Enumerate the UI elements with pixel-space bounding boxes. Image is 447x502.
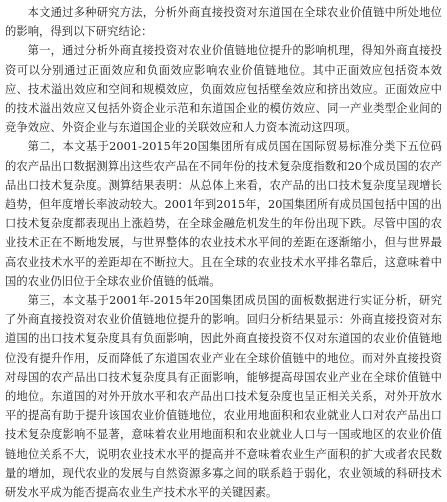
paragraph-intro: 本文通过多种研究方法，分析外商直接投资对东道国在全球农业价值链中所处地位的影响，得到以下研究结论： <box>5 6 442 39</box>
paragraph-conclusion-3: 第三，本文基于2001年-2015年20国集团成员国的面板数据进行实证分析，研究了外商直接投资对农业价值链地位提升的影响。回归分析结果显示：外商直接投资对东道国的出口技术复杂度具有负面影响，因此外商直接投资不仅对东道国的农业价值链地位没有提升作用，反而降低了东道国农业产业在全球价值链中的地位。而对外直接投资对母国的农产品出口技术复杂度具有正面影响，能够提高母国农业产业在全球价值链中的地位。东道国的对外开放水平和农产品出口技术复杂度也呈正相关关系，对外开放水平的提高有助于提升该国农业价值链地位，农业用地面积和农业就业人口对农产品出口技术复杂度影响不显著，意味着农业用地面积和农业就业人口与一国或地区的农业价值链地位关系不大，说明农业技术水平的提高并不意味着农业生产面积的扩大或者农民数量的增加，现代农业的发展与自然资源多寡之间的联系趋于弱化，农业领域的科研技术研发水平成为能否提高农业生产技术水平的关键因素。 <box>5 294 442 500</box>
paragraph-conclusion-1: 第一，通过分析外商直接投资对农业价值链地位提升的影响机理，得知外商直接投资可以分别通过正面效应和负面效应影响农业价值链地位。其中正面效应包括资本效应、技术溢出效应和空间和规模效应，负面效应包括壁垒效应和挤出效应。正面效应中的技术溢出效应又包括外资企业示范和东道国企业的模仿效应、同一产业类型企业间的竞争效应、外资企业与东道国企业的关联效应和人力资本流动这四项。 <box>5 44 442 135</box>
paragraph-conclusion-2: 第二，本文基于2001-2015年20国集团所有成员国在国际贸易标准分类下五位码的农产品出口数据测算出这些农产品在不同年份的技术复杂度指数和20个成员国的农产品出口技术复杂度。测算结果表明：从总体上来看，农产品的出口技术复杂度呈现增长趋势，但年度增长率波动较大。2001年到2015年，20国集团所有成员国包括中国的出口技术复杂度都表现出上涨趋势，在全球金融危机发生的年份出现下跌。尽管中国的农业技术正在不断地发展，与世界整体的农业技术水平间的差距在逐渐缩小，但与世界最高农业技术水平的差距却在不断拉大。且在全球的农业技术水平排名靠后，这意味着中国的农业仍旧位于全球农业价值链的低端。 <box>5 140 442 288</box>
